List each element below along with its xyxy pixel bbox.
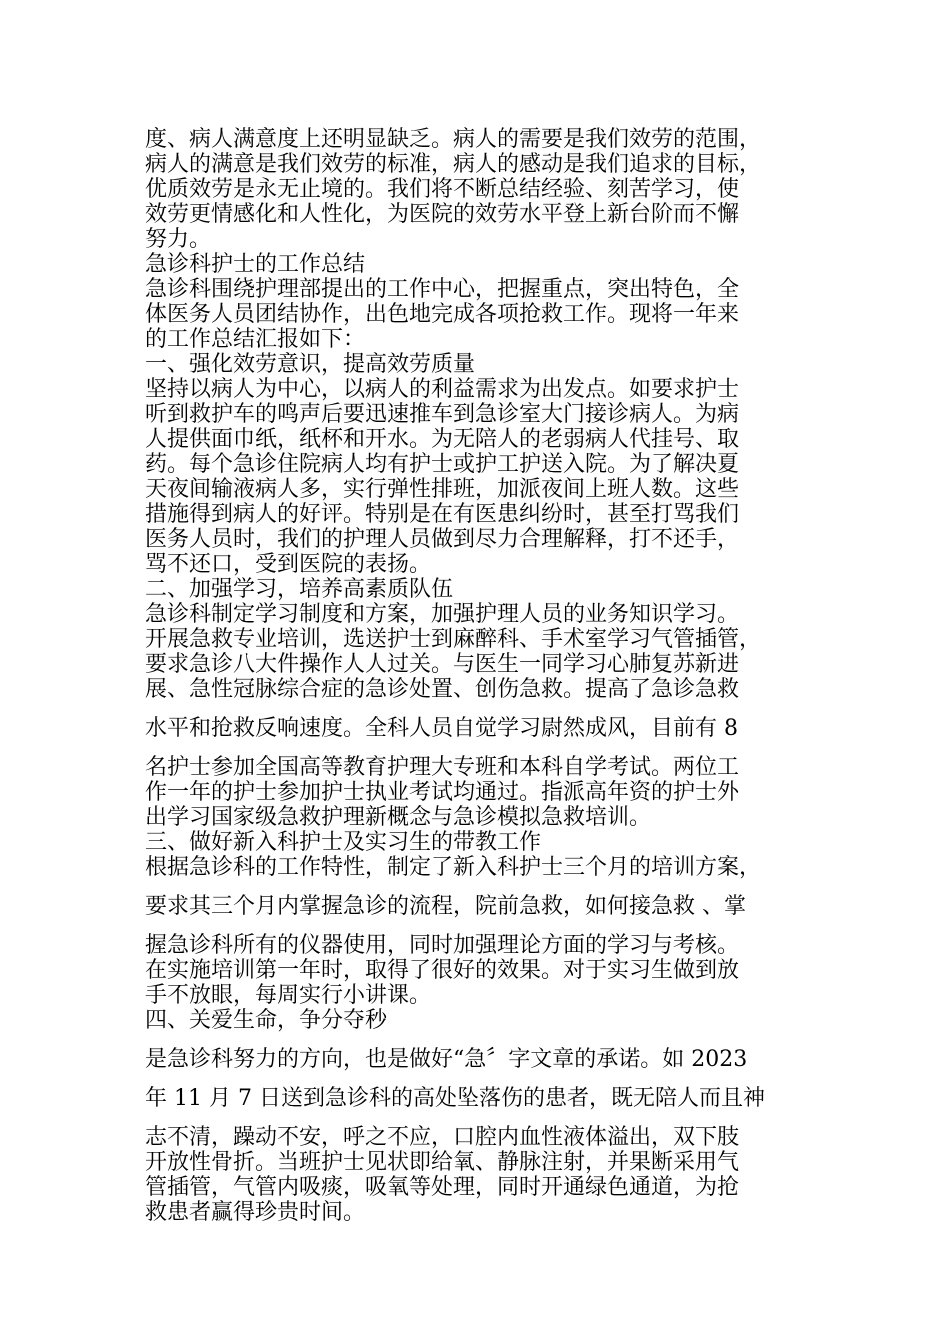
text-line: 年 11 月 7 日送到急诊科的高处坠落伤的患者，既无陪人而且神 — [145, 1086, 765, 1111]
text-line: 的工作总结汇报如下： — [145, 327, 366, 352]
text-line: 开展急救专业培训，选送护士到麻醉科、手术室学习气管插管， — [145, 627, 762, 652]
text-line: 急诊科围绕护理部提出的工作中心，把握重点，突出特色，全 — [145, 277, 740, 302]
text-line: 坚持以病人为中心，以病人的利益需求为出发点。如要求护士 — [145, 377, 740, 402]
text-line: 水平和抢救反响速度。全科人员自觉学习尉然成风，目前有 8 — [145, 716, 738, 741]
section-heading: 四、关爱生命，争分夺秒 — [145, 1008, 388, 1033]
text-line: 骂不还口，受到医院的表扬。 — [145, 552, 432, 577]
text-line: 体医务人员团结协作，出色地完成各项抢救工作。现将一年来 — [145, 302, 740, 327]
text-line: 是急诊科努力的方向，也是做好“急〞字文章的承诺。如 2023 — [145, 1047, 748, 1072]
text-line: 要求其三个月内掌握急诊的流程，院前急救，如何接急救 、掌 — [145, 894, 746, 919]
text-line: 病人的满意是我们效劳的标准，病人的感动是我们追求的目标， — [145, 152, 762, 177]
section-heading: 一、强化效劳意识，提高效劳质量 — [145, 352, 476, 377]
text-line: 医务人员时，我们的护理人员做到尽力合理解释，打不还手， — [145, 527, 740, 552]
text-line: 措施得到病人的好评。特别是在有医患纠纷时，甚至打骂我们 — [145, 502, 740, 527]
text-line: 听到救护车的鸣声后要迅速推车到急诊室大门接诊病人。为病 — [145, 402, 740, 427]
text-line: 出学习国家级急救护理新概念与急诊模拟急救培训。 — [145, 805, 652, 830]
text-line: 开放性骨折。当班护士见状即给氧、静脉注射，并果断采用气 — [145, 1150, 740, 1175]
text-line: 管插管，气管内吸痰，吸氧等处理，同时开通绿色通道，为抢 — [145, 1175, 740, 1200]
text-line: 救患者赢得珍贵时间。 — [145, 1200, 366, 1225]
text-line: 志不清，躁动不安，呼之不应，口腔内血性液体溢出，双下肢 — [145, 1125, 740, 1150]
text-line: 根据急诊科的工作特性，制定了新入科护士三个月的培训方案， — [145, 855, 762, 880]
text-line: 急诊科制定学习制度和方案，加强护理人员的业务知识学习。 — [145, 602, 740, 627]
text-line: 要求急诊八大件操作人人过关。与医生一同学习心肺复苏新进 — [145, 652, 740, 677]
text-line: 手不放眼，每周实行小讲课。 — [145, 983, 432, 1008]
section-title: 急诊科护士的工作总结 — [145, 252, 366, 277]
text-line: 在实施培训第一年时，取得了很好的效果。对于实习生做到放 — [145, 958, 740, 983]
text-line: 天夜间输液病人多，实行弹性排班，加派夜间上班人数。这些 — [145, 477, 740, 502]
text-line: 努力。 — [145, 227, 212, 252]
text-line: 人提供面巾纸，纸杯和开水。为无陪人的老弱病人代挂号、取 — [145, 427, 740, 452]
text-line: 度、病人满意度上还明显缺乏。病人的需要是我们效劳的范围， — [145, 127, 762, 152]
section-heading: 二、加强学习，培养高素质队伍 — [145, 577, 454, 602]
text-line: 作一年的护士参加护士执业考试均通过。指派高年资的护士外 — [145, 780, 740, 805]
text-line: 优质效劳是永无止境的。我们将不断总结经验、刻苦学习，使 — [145, 177, 740, 202]
text-line: 效劳更情感化和人性化，为医院的效劳水平登上新台阶而不懈 — [145, 202, 740, 227]
text-line: 展、急性冠脉综合症的急诊处置、创伤急救。提高了急诊急救 — [145, 677, 740, 702]
text-line: 握急诊科所有的仪器使用，同时加强理论方面的学习与考核。 — [145, 933, 740, 958]
text-line: 药。每个急诊住院病人均有护士或护工护送入院。为了解决夏 — [145, 452, 740, 477]
section-heading: 三、做好新入科护士及实习生的带教工作 — [145, 830, 542, 855]
text-line: 名护士参加全国高等教育护理大专班和本科自学考试。两位工 — [145, 755, 740, 780]
document-page — [145, 127, 815, 1225]
